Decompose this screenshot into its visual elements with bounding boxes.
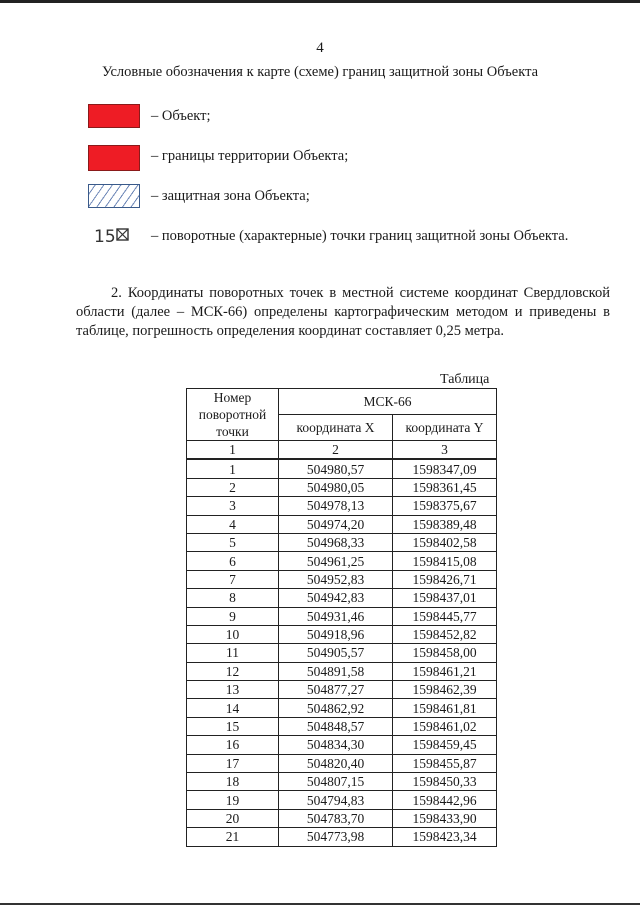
cell-coord-x: 504942,83 xyxy=(279,589,393,607)
cell-coord-y: 1598433,90 xyxy=(393,809,497,827)
cell-coord-x: 504931,46 xyxy=(279,607,393,625)
table-row xyxy=(187,791,497,809)
cell-coord-x: 504773,98 xyxy=(279,828,393,846)
table-row xyxy=(187,570,497,588)
table-row xyxy=(187,497,497,515)
header-system: МСК-66 xyxy=(279,389,497,415)
cell-coord-x: 504794,83 xyxy=(279,791,393,809)
cell-coord-y: 1598389,48 xyxy=(393,515,497,533)
coordinates-table xyxy=(186,388,497,847)
cell-coord-y: 1598437,01 xyxy=(393,589,497,607)
cell-coord-y: 1598402,58 xyxy=(393,533,497,551)
legend-label: – поворотные (характерные) точки границ защитной зоны Объекта. xyxy=(151,228,569,244)
cell-point-number: 3 xyxy=(187,497,279,515)
cell-point-number: 15 xyxy=(187,717,279,735)
point-marker-number: 15 xyxy=(94,227,116,247)
cell-coord-y: 1598461,21 xyxy=(393,662,497,680)
object-swatch xyxy=(88,104,140,128)
table-row xyxy=(187,459,497,478)
territory-swatch xyxy=(88,145,140,171)
cell-point-number: 2 xyxy=(187,478,279,496)
column-number: 1 xyxy=(187,441,279,460)
cell-coord-y: 1598458,00 xyxy=(393,644,497,662)
cell-coord-x: 504807,15 xyxy=(279,773,393,791)
column-number: 2 xyxy=(279,441,393,460)
cell-coord-y: 1598445,77 xyxy=(393,607,497,625)
cell-point-number: 20 xyxy=(187,809,279,827)
legend-label: – границы территории Объекта; xyxy=(151,148,349,164)
cell-point-number: 10 xyxy=(187,625,279,643)
table-caption: Таблица xyxy=(440,372,490,387)
table-row xyxy=(187,625,497,643)
table-row xyxy=(187,754,497,772)
cell-point-number: 17 xyxy=(187,754,279,772)
cell-point-number: 11 xyxy=(187,644,279,662)
cell-coord-y: 1598455,87 xyxy=(393,754,497,772)
cell-coord-x: 504905,57 xyxy=(279,644,393,662)
cell-coord-y: 1598450,33 xyxy=(393,773,497,791)
coordinates-paragraph xyxy=(76,284,610,341)
cell-coord-x: 504978,13 xyxy=(279,497,393,515)
table-row xyxy=(187,681,497,699)
cell-point-number: 9 xyxy=(187,607,279,625)
cell-coord-y: 1598452,82 xyxy=(393,625,497,643)
cell-point-number: 19 xyxy=(187,791,279,809)
cell-coord-y: 1598423,34 xyxy=(393,828,497,846)
cell-point-number: 4 xyxy=(187,515,279,533)
cell-point-number: 14 xyxy=(187,699,279,717)
legend xyxy=(88,102,628,262)
cell-coord-x: 504980,57 xyxy=(279,459,393,478)
legend-item-protective-zone xyxy=(88,182,628,212)
cell-coord-x: 504918,96 xyxy=(279,625,393,643)
cell-coord-x: 504961,25 xyxy=(279,552,393,570)
table-row xyxy=(187,552,497,570)
table-row xyxy=(187,644,497,662)
cell-coord-x: 504980,05 xyxy=(279,478,393,496)
legend-item-object xyxy=(88,102,628,132)
header-x: координата X xyxy=(279,415,393,441)
page-number: 4 xyxy=(316,40,324,56)
cell-point-number: 8 xyxy=(187,589,279,607)
cell-coord-x: 504862,92 xyxy=(279,699,393,717)
cell-point-number: 16 xyxy=(187,736,279,754)
table-row xyxy=(187,662,497,680)
cell-coord-x: 504848,57 xyxy=(279,717,393,735)
cell-coord-y: 1598459,45 xyxy=(393,736,497,754)
cell-coord-x: 504834,30 xyxy=(279,736,393,754)
column-number: 3 xyxy=(393,441,497,460)
cell-coord-y: 1598442,96 xyxy=(393,791,497,809)
cell-coord-y: 1598347,09 xyxy=(393,459,497,478)
table-row xyxy=(187,717,497,735)
cell-coord-y: 1598461,02 xyxy=(393,717,497,735)
cell-coord-x: 504974,20 xyxy=(279,515,393,533)
cell-point-number: 1 xyxy=(187,459,279,478)
cell-coord-x: 504952,83 xyxy=(279,570,393,588)
cell-coord-x: 504783,70 xyxy=(279,809,393,827)
legend-label: – защитная зона Объекта; xyxy=(151,188,310,204)
paragraph-text: 2. Координаты поворотных точек в местной системе координат Свердловской области (далее – МСК-66) определены картографическим методом и приведены в таблице, погрешность определения координат составляет 0,25 метра. xyxy=(76,285,610,339)
cell-coord-y: 1598462,39 xyxy=(393,681,497,699)
cell-coord-y: 1598415,08 xyxy=(393,552,497,570)
legend-item-territory xyxy=(88,142,628,172)
cell-coord-x: 504968,33 xyxy=(279,533,393,551)
cell-coord-x: 504877,27 xyxy=(279,681,393,699)
point-marker-icon xyxy=(90,222,146,250)
cell-coord-y: 1598361,45 xyxy=(393,478,497,496)
table-row xyxy=(187,515,497,533)
table-row xyxy=(187,699,497,717)
table-row xyxy=(187,533,497,551)
cell-point-number: 7 xyxy=(187,570,279,588)
cell-point-number: 5 xyxy=(187,533,279,551)
table-row xyxy=(187,589,497,607)
table-row xyxy=(187,828,497,846)
cell-point-number: 6 xyxy=(187,552,279,570)
table-row xyxy=(187,478,497,496)
legend-title: Условные обозначения к карте (схеме) границ защитной зоны Объекта xyxy=(101,64,539,80)
table-row xyxy=(187,773,497,791)
cell-point-number: 12 xyxy=(187,662,279,680)
table-row xyxy=(187,736,497,754)
cell-coord-y: 1598426,71 xyxy=(393,570,497,588)
legend-label: – Объект; xyxy=(151,108,211,124)
cell-point-number: 21 xyxy=(187,828,279,846)
cell-point-number: 18 xyxy=(187,773,279,791)
coordinates-table-body xyxy=(187,459,497,846)
top-border-line xyxy=(0,0,640,3)
cell-coord-y: 1598461,81 xyxy=(393,699,497,717)
cell-point-number: 13 xyxy=(187,681,279,699)
header-point-number: Номер поворотной точки xyxy=(187,389,279,441)
column-number-row xyxy=(187,441,497,460)
hatch-swatch xyxy=(88,184,140,208)
cell-coord-x: 504891,58 xyxy=(279,662,393,680)
table-row xyxy=(187,809,497,827)
header-y: координата Y xyxy=(393,415,497,441)
cell-coord-y: 1598375,67 xyxy=(393,497,497,515)
legend-item-turning-points xyxy=(88,222,628,252)
table-row xyxy=(187,607,497,625)
cell-coord-x: 504820,40 xyxy=(279,754,393,772)
